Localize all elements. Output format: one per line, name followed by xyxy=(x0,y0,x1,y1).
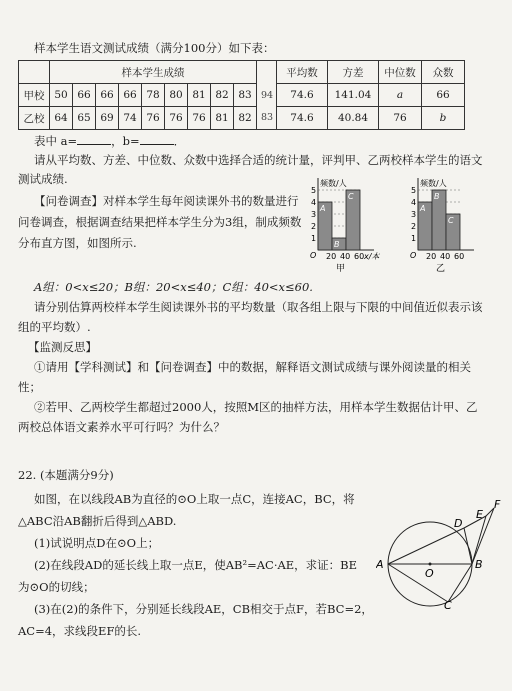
table-title: 样本学生语文测试成绩（满分100分）如下表： xyxy=(34,41,275,55)
stats-header: 方差 xyxy=(328,61,379,84)
problem-22-line: 为⊙O的切线； xyxy=(18,580,95,594)
table-row xyxy=(277,84,465,107)
stats-cell: a xyxy=(379,84,422,107)
stats-table xyxy=(276,60,465,130)
stats-cell: 66 xyxy=(422,84,465,107)
x-axis-label: x/本 xyxy=(364,252,380,261)
stats-cell: 74.6 xyxy=(277,84,328,107)
bar-label: C xyxy=(348,192,354,201)
score-cell: 74 xyxy=(119,107,142,130)
score-cell: 76 xyxy=(188,107,211,130)
row-label: 甲校 xyxy=(19,84,50,107)
score-cell: 76 xyxy=(142,107,165,130)
problem-22-line: △ABC沿AB翻折后得到△ABD. xyxy=(18,514,177,528)
fill-line xyxy=(34,133,185,149)
question-2b: 两校总体语文素养水平可行吗？为什么？ xyxy=(18,420,225,434)
x-tick-label: 60 xyxy=(454,252,465,261)
score-cell: 66 xyxy=(96,84,119,107)
table-row xyxy=(19,84,278,107)
problem-22-line: (2)在线段AD的延长线上取一点E，使AB²=AC·AE，求证：BE xyxy=(34,558,358,572)
segment-ad xyxy=(388,528,464,564)
score-cell: 69 xyxy=(96,107,119,130)
score-cell: 82 xyxy=(234,107,257,130)
y-tick-label: 2 xyxy=(411,222,417,231)
bar-label: A xyxy=(320,204,326,213)
bar-label: C xyxy=(448,216,454,225)
stats-cell: 74.6 xyxy=(277,107,328,130)
reflect-title: 【监测反思】 xyxy=(28,340,97,354)
bar-label: B xyxy=(334,240,340,249)
y-tick-label: 3 xyxy=(411,210,417,219)
segment-eb xyxy=(472,516,486,564)
paragraph-2b: 组的平均数）. xyxy=(18,320,91,334)
fill-end: ． xyxy=(173,134,186,148)
question-1b: 性； xyxy=(18,380,41,394)
label-c: C xyxy=(444,599,452,610)
blank-b[interactable] xyxy=(140,133,174,145)
stats-cell: 76 xyxy=(379,107,422,130)
problem-22-line: AC=4，求线段EF的长. xyxy=(18,624,142,638)
question-1a: ①请用【学科测试】和【问卷调查】中的数据，解释语文测试成绩与课外阅读量的相关 xyxy=(34,360,471,374)
stats-header: 众数 xyxy=(422,61,465,84)
score-cell: 81 xyxy=(211,107,234,130)
score-cell: 83 xyxy=(234,84,257,107)
score-cell: 64 xyxy=(50,107,73,130)
score-cell: 66 xyxy=(119,84,142,107)
problem-22-line: 如图，在以线段AB为直径的⊙O上取一点C，连接AC，BC，将 xyxy=(34,492,355,506)
score-extra-header xyxy=(257,61,278,84)
score-cell: 50 xyxy=(50,84,73,107)
score-cell-extra: 94 xyxy=(260,89,274,101)
y-tick-label: 4 xyxy=(311,198,317,207)
label-o: O xyxy=(425,567,434,580)
groups-line: A组：0<x≤20；B组：20<x≤40；C组：40<x≤60. xyxy=(34,280,313,294)
stats-header: 平均数 xyxy=(277,61,328,84)
x-tick-label: 40 xyxy=(440,252,451,261)
segment-cb xyxy=(448,564,472,602)
x-tick-label: 60 xyxy=(354,252,365,261)
label-b: B xyxy=(475,558,483,571)
label-e: E xyxy=(476,508,483,521)
origin-label: O xyxy=(310,251,317,260)
fill-mid: ，b= xyxy=(111,134,140,148)
label-f: F xyxy=(494,498,501,511)
paragraph-2a: 请分别估算两校样本学生阅读课外书的平均数量（取各组上限与下限的中间值近似表示该 xyxy=(34,300,483,314)
problem-22-title: 22. (本题满分9分) xyxy=(18,468,114,482)
origin-label: O xyxy=(410,251,417,260)
histogram-yi xyxy=(410,178,474,274)
chart-title: 乙 xyxy=(436,264,446,274)
question-2a: ②若甲、乙两校学生都超过2000人，按照M区的抽样方法，用样本学生数据估计甲、乙 xyxy=(34,400,478,414)
center-dot xyxy=(429,563,432,566)
blank-a[interactable] xyxy=(77,133,111,145)
stats-cell: 40.84 xyxy=(328,107,379,130)
fill-prefix: 表中 a= xyxy=(34,134,78,148)
y-tick-label: 5 xyxy=(411,186,417,195)
y-axis-label: 频数/人 xyxy=(320,179,347,188)
x-tick-label: 20 xyxy=(426,252,437,261)
y-tick-label: 2 xyxy=(311,222,317,231)
score-table xyxy=(18,60,277,130)
score-cell-extra: 83 xyxy=(257,107,278,130)
segment-db xyxy=(464,528,472,564)
score-cell: 78 xyxy=(142,84,165,107)
y-tick-label: 3 xyxy=(311,210,317,219)
score-cell: 81 xyxy=(188,84,211,107)
problem-22-line: (3)在(2)的条件下，分别延长线段AE，CB相交于点F，若BC=2， xyxy=(34,602,373,616)
row-label: 乙校 xyxy=(19,107,50,130)
problem-22-line: (1)试说明点D在⊙O上； xyxy=(34,536,160,550)
score-cell: 80 xyxy=(165,84,188,107)
survey-line-a: 【问卷调查】对样本学生每年阅读课外书的数量进行 xyxy=(34,194,299,208)
survey-line-c: 分布直方图，如图所示. xyxy=(18,236,137,250)
y-tick-label: 4 xyxy=(411,198,417,207)
paragraph-1a: 请从平均数、方差、中位数、众数中选择合适的统计量，评判甲、乙两校样本学生的语文 xyxy=(34,153,483,167)
paragraph-1b: 测试成绩. xyxy=(18,172,68,186)
score-cell: 82 xyxy=(211,84,234,107)
survey-line-b: 问卷调查，根据调查结果把样本学生分为3组，制成频数 xyxy=(18,215,302,229)
chart-title: 甲 xyxy=(336,264,346,274)
stats-header: 中位数 xyxy=(379,61,422,84)
y-axis-label: 频数/人 xyxy=(420,179,447,188)
segment-ac xyxy=(388,564,448,602)
table-row xyxy=(277,107,465,130)
score-header: 样本学生成绩 xyxy=(50,61,257,84)
histograms xyxy=(300,168,505,280)
score-cell: 65 xyxy=(73,107,96,130)
y-tick-label: 5 xyxy=(311,186,317,195)
bar-label: A xyxy=(420,204,426,213)
geometry-figure xyxy=(376,498,506,610)
stats-cell: 141.04 xyxy=(328,84,379,107)
score-header-blank xyxy=(19,61,50,84)
y-tick-label: 1 xyxy=(411,234,417,243)
label-d: D xyxy=(454,517,463,530)
score-cell: 76 xyxy=(165,107,188,130)
histogram-jia xyxy=(310,178,380,274)
score-cell: 66 xyxy=(73,84,96,107)
y-tick-label: 1 xyxy=(311,234,317,243)
bar-label: B xyxy=(434,192,440,201)
table-row xyxy=(19,107,278,130)
label-a: A xyxy=(376,558,384,571)
x-tick-label: 40 xyxy=(340,252,351,261)
stats-cell: b xyxy=(422,107,465,130)
x-tick-label: 20 xyxy=(326,252,337,261)
